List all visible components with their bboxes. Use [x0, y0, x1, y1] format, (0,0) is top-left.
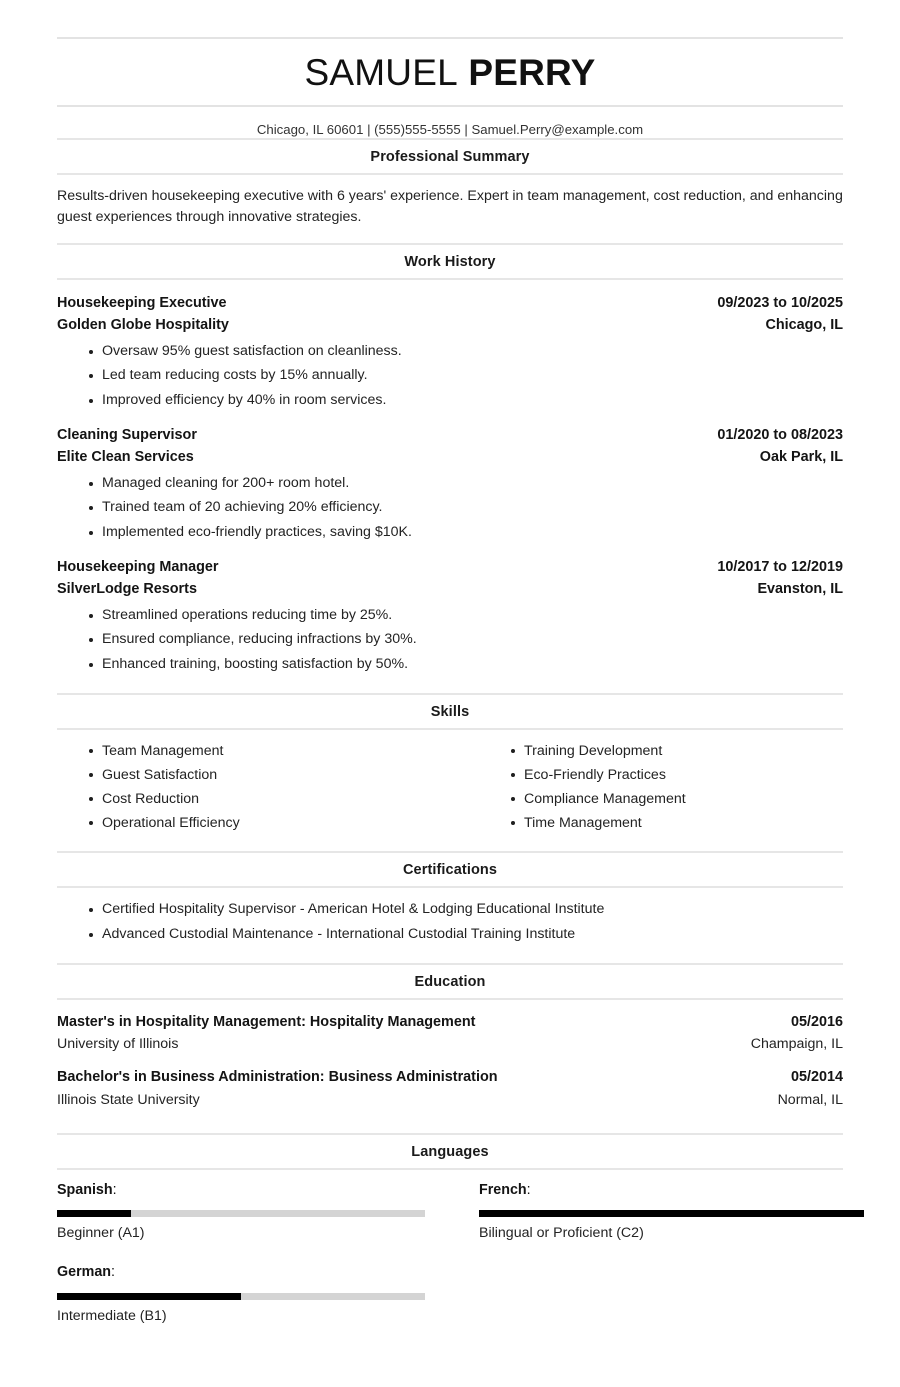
- skills-title: Skills: [430, 704, 470, 721]
- job-company: Golden Globe Hospitality: [57, 316, 229, 333]
- job-company-row: [57, 315, 843, 337]
- job-bullet-list: [57, 339, 843, 412]
- summary-title: Professional Summary: [370, 148, 530, 165]
- skills-list-left: [57, 739, 450, 835]
- education-school: Illinois State University: [57, 1091, 200, 1108]
- section-certifications: [57, 851, 843, 960]
- section-skills: [57, 693, 843, 835]
- work-history-entry: [57, 544, 843, 676]
- language-colon: :: [112, 1181, 117, 1198]
- language-level: Beginner (A1): [57, 1225, 145, 1242]
- language-entry-spanish: [57, 1180, 450, 1263]
- education-school-row: [57, 1089, 843, 1111]
- first-name: SAMUEL: [304, 52, 458, 93]
- skills-columns: [57, 730, 843, 835]
- language-name-row: [57, 1180, 450, 1210]
- education-location: Champaign, IL: [750, 1036, 843, 1053]
- education-degree-row: [57, 1011, 843, 1033]
- job-header-row: [57, 425, 843, 447]
- skill-item: Cost Reduction: [57, 787, 450, 811]
- language-proficiency-fill: [479, 1210, 864, 1217]
- section-professional-summary: [57, 138, 843, 243]
- education-degree: Master's in Hospitality Management: Hospitality Management: [57, 1014, 476, 1031]
- language-name: German: [57, 1264, 112, 1281]
- job-bullet-list: [57, 603, 843, 676]
- language-name: Spanish: [57, 1181, 113, 1198]
- work-history-entry: [57, 280, 843, 412]
- job-bullet: Oversaw 95% guest satisfaction on cleanliness.: [57, 339, 843, 363]
- skill-item: Guest Satisfaction: [57, 763, 450, 787]
- job-bullet-list: [57, 471, 843, 544]
- skill-item: Operational Efficiency: [57, 811, 450, 835]
- job-bullet: Managed cleaning for 200+ room hotel.: [57, 471, 843, 495]
- certifications-list: [57, 888, 843, 960]
- contact-line: Chicago, IL 60601 | (555)555-5555 | Samuel.Perry@example.com: [256, 121, 644, 137]
- education-date: 05/2014: [790, 1069, 843, 1086]
- education-school: University of Illinois: [57, 1036, 179, 1053]
- page-title: [57, 39, 843, 105]
- language-proficiency-track: [57, 1293, 425, 1300]
- language-entry-german: [57, 1262, 450, 1345]
- languages-grid: [57, 1180, 843, 1345]
- languages-body: [57, 1170, 843, 1345]
- language-proficiency-track: [57, 1210, 425, 1217]
- education-school-row: [57, 1033, 843, 1055]
- job-bullet: Enhanced training, boosting satisfaction by 50%.: [57, 652, 843, 676]
- section-languages: [57, 1133, 843, 1345]
- job-bullet: Implemented eco-friendly practices, saving $10K.: [57, 520, 843, 544]
- education-entry: [57, 1000, 843, 1055]
- resume-page: [0, 37, 900, 1387]
- job-location: Chicago, IL: [765, 316, 843, 333]
- job-company-row: [57, 447, 843, 469]
- section-work-history: [57, 243, 843, 676]
- language-proficiency-track: [479, 1210, 864, 1217]
- language-level: Bilingual or Proficient (C2): [479, 1225, 644, 1242]
- education-title: Education: [414, 974, 486, 991]
- skills-list-right: [479, 739, 843, 835]
- job-company: SilverLodge Resorts: [57, 580, 197, 597]
- job-location: Evanston, IL: [757, 580, 843, 597]
- job-bullet: Led team reducing costs by 15% annually.: [57, 363, 843, 387]
- job-bullet: Improved efficiency by 40% in room services.: [57, 388, 843, 412]
- job-company-row: [57, 579, 843, 601]
- language-name-row: [479, 1180, 843, 1210]
- job-position: Housekeeping Executive: [57, 294, 227, 311]
- section-education: [57, 963, 843, 1111]
- education-degree: Bachelor's in Business Administration: Business Administration: [57, 1069, 498, 1086]
- job-header-row: [57, 293, 843, 315]
- job-company: Elite Clean Services: [57, 448, 194, 465]
- skill-item: Team Management: [57, 739, 450, 763]
- language-proficiency-fill: [57, 1293, 241, 1300]
- language-name-row: [57, 1262, 450, 1292]
- education-location: Normal, IL: [777, 1091, 843, 1108]
- summary-text: Results-driven housekeeping executive with 6 years' experience. Expert in team management, cost reduction, and enhancing guest experiences through innovative strategies.: [57, 187, 843, 226]
- certification-item: Advanced Custodial Maintenance - International Custodial Training Institute: [57, 922, 843, 947]
- job-dates: 10/2017 to 12/2019: [717, 559, 843, 576]
- job-header-row: [57, 557, 843, 579]
- skills-column-left: [57, 739, 450, 835]
- job-position: Housekeeping Manager: [57, 559, 219, 576]
- work-history-title: Work History: [404, 253, 496, 270]
- last-name: PERRY: [468, 52, 596, 93]
- job-dates: 09/2023 to 10/2025: [717, 294, 843, 311]
- language-colon: :: [111, 1264, 116, 1281]
- certification-item: Certified Hospitality Supervisor - American Hotel & Lodging Educational Institute: [57, 897, 843, 922]
- language-name: French: [479, 1181, 527, 1198]
- language-level: Intermediate (B1): [57, 1307, 167, 1324]
- job-bullet: Streamlined operations reducing time by 25%.: [57, 603, 843, 627]
- certifications-title: Certifications: [402, 862, 498, 879]
- skills-column-right: [450, 739, 843, 835]
- skill-item: Compliance Management: [479, 787, 843, 811]
- skill-item: Training Development: [479, 739, 843, 763]
- job-bullet: Ensured compliance, reducing infractions by 30%.: [57, 627, 843, 651]
- language-entry-french: [450, 1180, 843, 1263]
- language-proficiency-fill: [57, 1210, 131, 1217]
- education-date: 05/2016: [790, 1014, 843, 1031]
- work-history-entry: [57, 412, 843, 544]
- job-location: Oak Park, IL: [759, 448, 843, 465]
- education-entry: [57, 1055, 843, 1110]
- language-colon: :: [526, 1181, 531, 1198]
- education-degree-row: [57, 1066, 843, 1088]
- skill-item: Eco-Friendly Practices: [479, 763, 843, 787]
- job-bullet: Trained team of 20 achieving 20% efficiency.: [57, 495, 843, 519]
- job-dates: 01/2020 to 08/2023: [717, 427, 843, 444]
- languages-title: Languages: [411, 1143, 489, 1160]
- skill-item: Time Management: [479, 811, 843, 835]
- job-position: Cleaning Supervisor: [57, 427, 197, 444]
